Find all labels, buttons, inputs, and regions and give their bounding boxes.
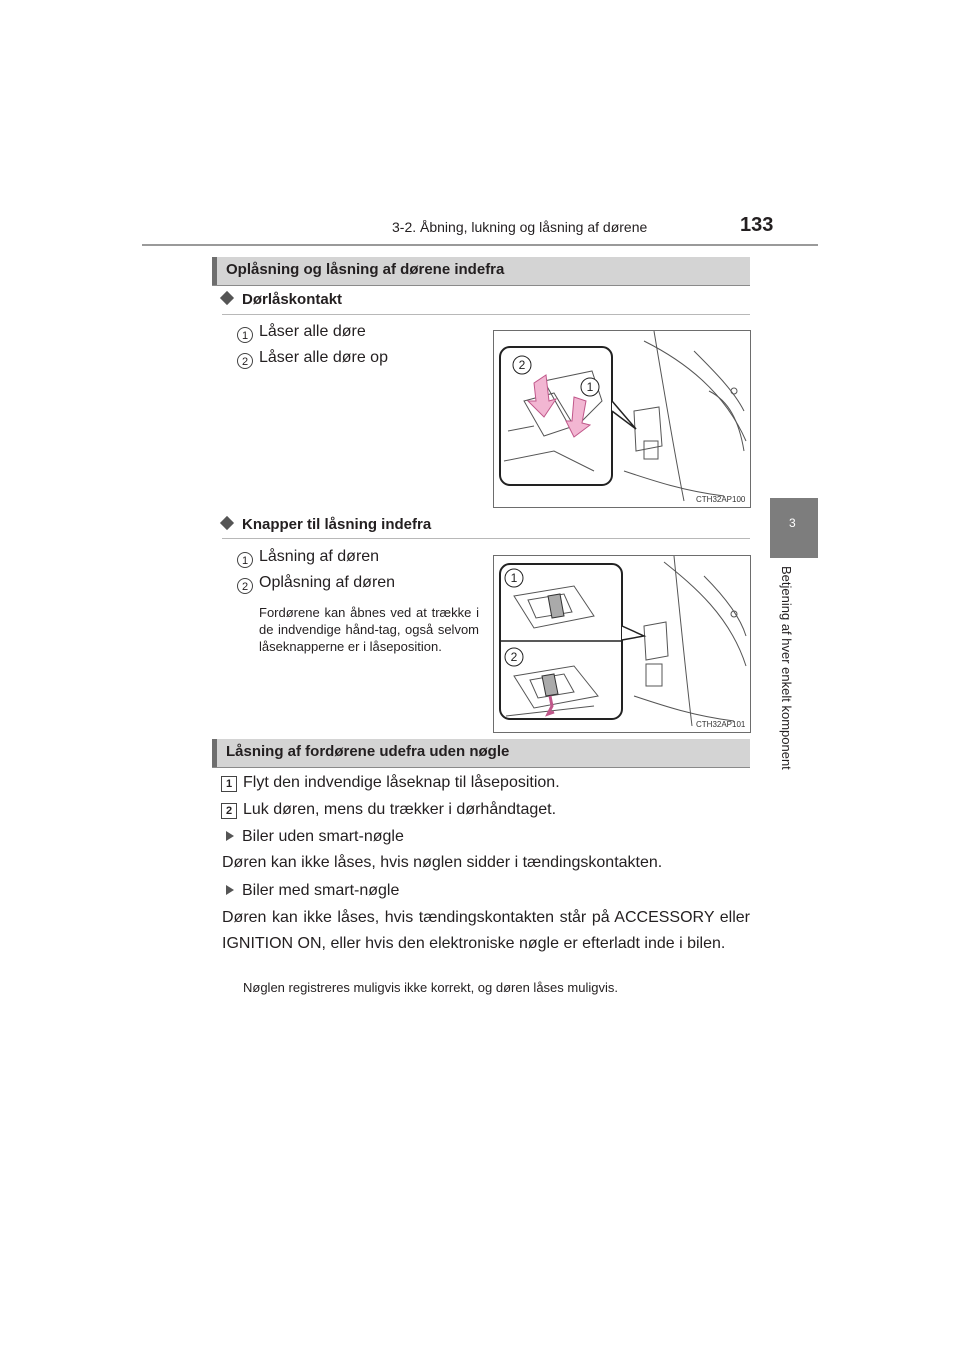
diamond-icon [220, 516, 234, 530]
item-text-unlock-door: Oplåsning af døren [259, 574, 396, 591]
step-number-1: 1 [221, 776, 237, 792]
subheading-text: Dørlåskontakt [242, 291, 343, 308]
subheading-text: Knapper til låsning indefra [242, 516, 432, 533]
subheading-door-lock-switch [222, 291, 342, 308]
inside-lock-buttons-illustration [494, 556, 750, 732]
step-number-2: 2 [221, 803, 237, 819]
item-text-unlock-all: Låser alle døre op [259, 349, 388, 366]
triangle-icon [226, 831, 234, 841]
section-bar-outside [212, 739, 750, 768]
header-section-title: 3-2. Åbning, lukning og låsning af dørene [392, 219, 648, 235]
figure-code: CTH32AP101 [696, 720, 746, 729]
front-doors-note: Fordørene kan åbnes ved at trække i de indvendige hånd-tag, også selvom låseknapperne er i låseposition. [259, 605, 479, 654]
page-number: 133 [740, 214, 774, 236]
subheading-rule [222, 538, 750, 539]
case-label-text: Biler uden smart-nøgle [242, 828, 404, 845]
step-text-1: Flyt den indvendige låseknap til låseposition. [243, 774, 560, 791]
svg-text:2: 2 [510, 650, 518, 664]
section-title-outside: Låsning af fordørene udefra uden nøgle [226, 743, 510, 760]
figure-inside-lock-buttons [493, 555, 751, 733]
key-detection-note: Nøglen registreres muligvis ikke korrekt, og døren låses muligvis. [243, 980, 618, 995]
item-number-1: 1 [237, 552, 253, 568]
item-number-2: 2 [237, 353, 253, 369]
item-text-lock-all: Låser alle døre [259, 323, 366, 340]
svg-text:1: 1 [586, 380, 594, 394]
item-number-2: 2 [237, 578, 253, 594]
section-title-inside: Oplåsning og låsning af dørene indefra [226, 261, 505, 278]
header-rule [142, 244, 818, 246]
subheading-inside-lock-buttons [222, 516, 431, 533]
figure-door-lock-switch [493, 330, 751, 508]
section-bar-inside [212, 257, 750, 286]
item-text-lock-door: Låsning af døren [259, 548, 380, 565]
svg-text:2: 2 [518, 358, 526, 372]
diamond-icon [220, 291, 234, 305]
case-label-with-smart-key [226, 878, 399, 904]
subheading-rule [222, 314, 750, 315]
case-text-without-smart-key: Døren kan ikke låses, hvis nøglen sidder i tændingskontakten. [222, 854, 663, 871]
triangle-icon [226, 885, 234, 895]
case-label-without-smart-key [226, 824, 404, 850]
chapter-title: Betjening af hver enkelt komponent [779, 566, 794, 770]
item-number-1: 1 [237, 327, 253, 343]
chapter-number: 3 [789, 516, 796, 530]
case-text-with-smart-key: Døren kan ikke låses, hvis tændingskontakten står på ACCESSORY eller IGNITION ON, eller hvis den elektroniske nøgle er efterladt inde i bilen. [222, 909, 750, 952]
figure-code: CTH32AP100 [696, 495, 746, 504]
step-text-2: Luk døren, mens du trækker i dørhåndtaget. [243, 801, 557, 818]
case-label-text: Biler med smart-nøgle [242, 882, 400, 899]
door-lock-switch-illustration [494, 331, 750, 507]
svg-text:1: 1 [510, 571, 518, 585]
